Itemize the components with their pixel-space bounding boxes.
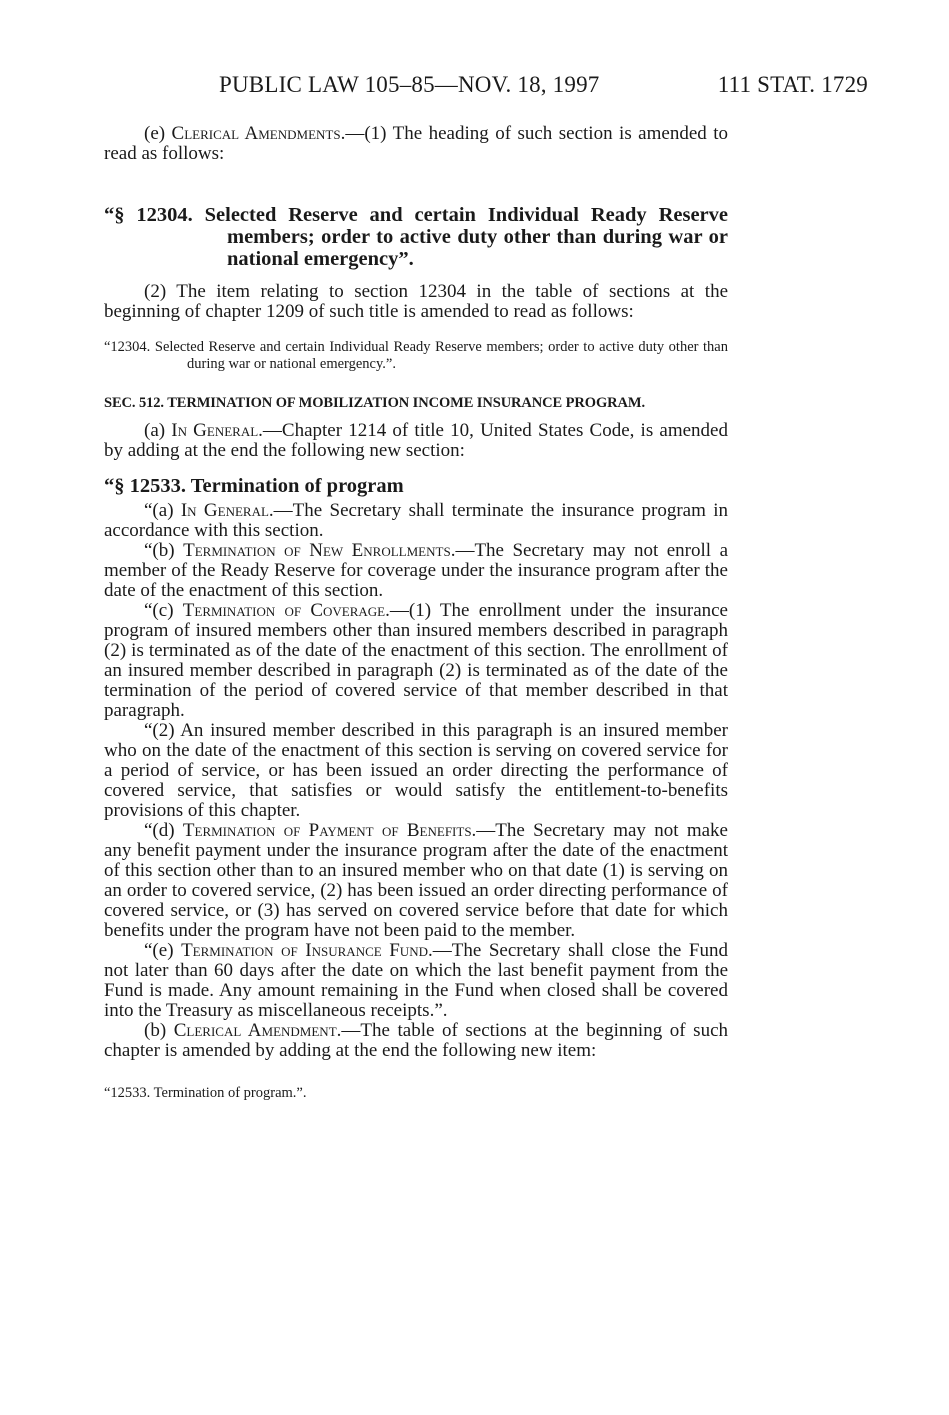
running-head: [0, 72, 949, 106]
paragraph-caption: Clerical Amendments: [171, 123, 341, 144]
table-item-12533: “12533. Termination of program.”.: [104, 1085, 307, 1101]
subsection-c: “(c) Termination of Coverage.—(1) The enrollment under the insurance program of insured members other than insured members described in paragraph (2) is terminated as of the date of the enactment of this section. The enrollment of an insured member described in paragraph (2) is terminated as of the date of the termination of the period of covered service of that member described in that paragraph.: [104, 600, 728, 721]
paragraph-table-amendment: (2) The item relating to section 12304 in the table of sections at the beginning of chapter 1209 of such title is amended to read as follows:: [104, 281, 728, 322]
paragraph-caption: Termination of Insurance Fund: [181, 940, 428, 961]
paragraph-caption: Termination of New Enrollments: [183, 540, 451, 561]
section-heading-12304: “§ 12304. Selected Reserve and certain Individual Ready Reserve members; order to active duty other than during war or national emergency”.: [104, 204, 728, 270]
table-item-12304: “12304. Selected Reserve and certain Individual Ready Reserve members; order to active duty other than during war or national emergency.”.: [104, 339, 728, 372]
subsection-e: “(e) Termination of Insurance Fund.—The Secretary shall close the Fund not later than 60 days after the date on which the last benefit payment from the Fund is made. Any amount remaining in the Fund when closed shall be covered into the Treasury as miscellaneous receipts.”.: [104, 940, 728, 1021]
paragraph-caption: In General: [171, 420, 259, 441]
paragraph-in-general: (a) In General.—Chapter 1214 of title 10, United States Code, is amended by adding at the end the following new section:: [104, 420, 728, 461]
section-heading-12533: “§ 12533. Termination of program: [104, 475, 404, 497]
paragraph-caption: In General: [180, 500, 269, 521]
paragraph-clerical-amendment: (b) Clerical Amendment.—The table of sections at the beginning of such chapter is amended by adding at the end the following new item:: [104, 1020, 728, 1061]
running-title: PUBLIC LAW 105–85—NOV. 18, 1997: [219, 72, 600, 97]
statute-citation: 111 STAT. 1729: [717, 72, 868, 97]
subsection-a: “(a) In General.—The Secretary shall terminate the insurance program in accordance with this section.: [104, 500, 728, 541]
paragraph-caption: Clerical Amendment: [173, 1020, 337, 1041]
paragraph-caption: Termination of Payment of Benefits: [182, 820, 472, 841]
paragraph-clerical-amendments: (e) Clerical Amendments.—(1) The heading of such section is amended to read as follows:: [104, 123, 728, 164]
subsection-b: “(b) Termination of New Enrollments.—The Secretary may not enroll a member of the Ready Reserve for coverage under the insurance program after the date of the enactment of this section.: [104, 540, 729, 601]
section-512-title: SEC. 512. TERMINATION OF MOBILIZATION INCOME INSURANCE PROGRAM.: [104, 395, 645, 411]
subsection-c-2: “(2) An insured member described in this paragraph is an insured member who on the date of the enactment of this section is serving on covered service for a period of service, or has been issued an order directing the performance of covered service, that satisfies or would satisfy the entitlement-to-benefits provisions of this chapter.: [104, 720, 728, 821]
paragraph-caption: Termination of Coverage: [182, 600, 386, 621]
subsection-d: “(d) Termination of Payment of Benefits.—The Secretary may not make any benefit payment under the insurance program after the date of the enactment of this section other than to an insured member who on that date (1) is serving on an order to covered service, (2) has been issued an order directing performance of covered service, or (3) has served on covered service before that date for which benefits under the program have not been paid to the member.: [104, 820, 728, 941]
document-body: [104, 124, 728, 1102]
